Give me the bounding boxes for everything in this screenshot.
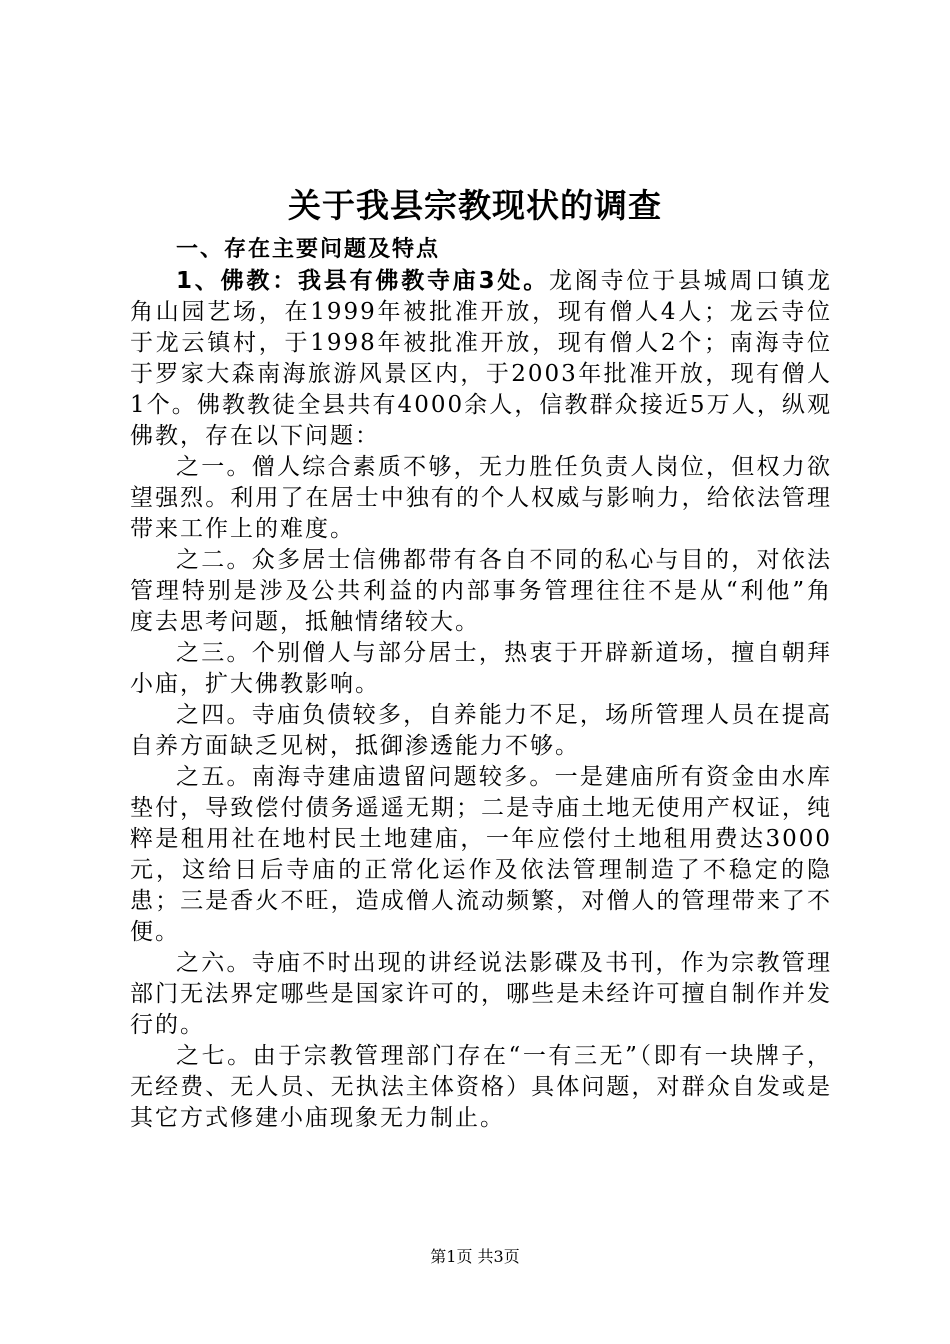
- paragraph-issue-2: 之二。众多居士信佛都带有各自不同的私心与目的，对依法管理特别是涉及公共利益的内部事务管理往往不是从“利他”角度去思考问题，抵触情绪较大。: [130, 547, 832, 635]
- document-body: [130, 234, 832, 1134]
- paragraph-lead: 1、佛教：我县有佛教寺庙3处。: [176, 268, 549, 294]
- page-footer: 第1页 共3页: [430, 1247, 520, 1266]
- paragraph-issue-4: 之四。寺庙负债较多，自养能力不足，场所管理人员在提高自养方面缺乏见树，抵御渗透能力不够。: [130, 702, 832, 759]
- paragraph-issue-6: 之六。寺庙不时出现的讲经说法影碟及书刊，作为宗教管理部门无法界定哪些是国家许可的，哪些是未经许可擅自制作并发行的。: [130, 950, 832, 1038]
- paragraph-issue-1: 之一。僧人综合素质不够，无力胜任负责人岗位，但权力欲望强烈。利用了在居士中独有的个人权威与影响力，给依法管理带来工作上的难度。: [130, 454, 832, 542]
- paragraph-issue-3: 之三。个别僧人与部分居士，热衷于开辟新道场，擅自朝拜小庙，扩大佛教影响。: [130, 640, 832, 697]
- paragraph-buddhism-overview: [130, 266, 832, 452]
- document-title: 关于我县宗教现状的调查: [288, 186, 662, 225]
- paragraph-issue-5: 之五。南海寺建庙遗留问题较多。一是建庙所有资金由水库垫付，导致偿付债务遥遥无期；二是寺庙土地无使用产权证，纯粹是租用社在地村民土地建庙，一年应偿付土地租用费达3000元，这给日后寺庙的正常化运作及依法管理制造了不稳定的隐患；三是香火不旺，造成僧人流动频繁，对僧人的管理带来了不便。: [130, 764, 832, 945]
- paragraph-issue-7: 之七。由于宗教管理部门存在“一有三无”（即有一块牌子，无经费、无人员、无执法主体资格）具体问题，对群众自发或是其它方式修建小庙现象无力制止。: [130, 1043, 832, 1131]
- section-heading: 一、存在主要问题及特点: [176, 237, 441, 262]
- paragraph-body: 龙阁寺位于县城周口镇龙角山园艺场，在1999年被批准开放，现有僧人4人；龙云寺位于龙云镇村，于1998年被批准开放，现有僧人2个；南海寺位于罗家大森南海旅游风景区内，于2003年批准开放，现有僧人1个。佛教教徒全县共有4000余人，信教群众接近5万人，纵观佛教，存在以下问题：: [130, 268, 832, 449]
